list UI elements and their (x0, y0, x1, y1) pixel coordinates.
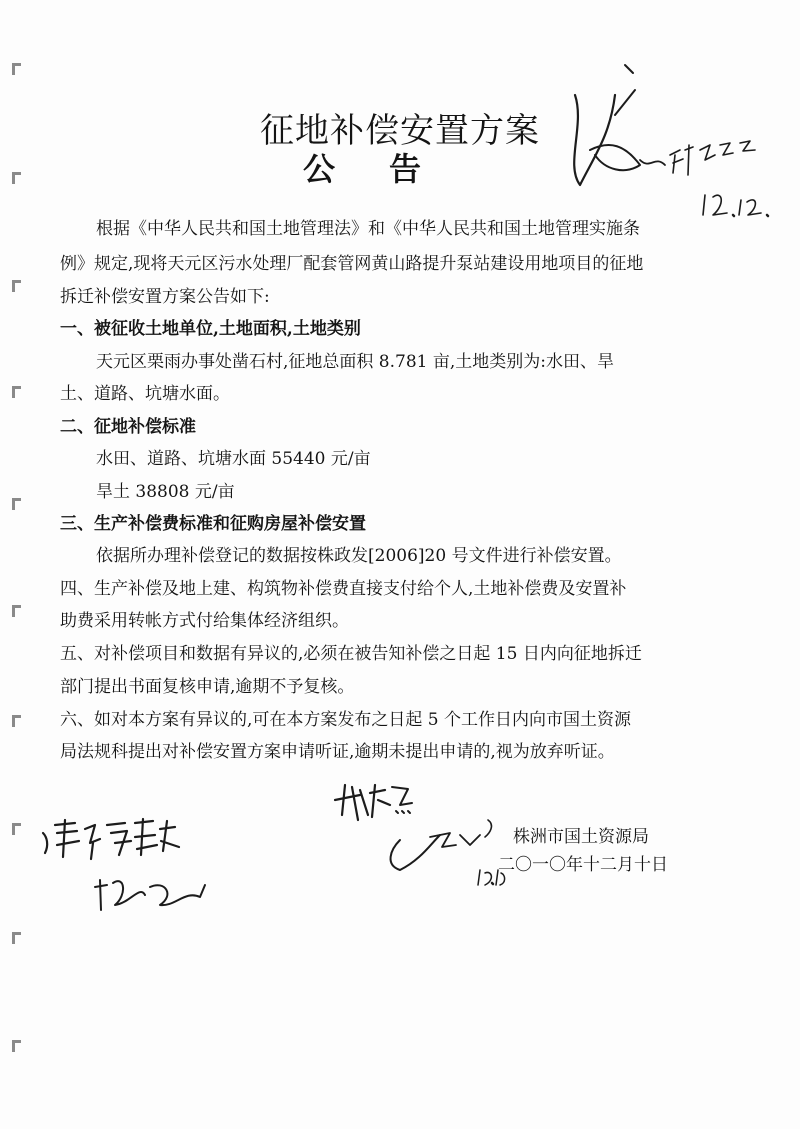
section-text: 五、对补偿项目和数据有异议的,必须在被告知补偿之日起 15 日内向征地拆迁 (60, 644, 642, 664)
binding-mark (12, 386, 21, 398)
handwritten-signature (330, 775, 510, 890)
section-text: 部门提出书面复核申请,逾期不予复核。 (60, 677, 355, 697)
document-title: 征地补偿安置方案 (260, 111, 540, 151)
binding-mark (12, 280, 21, 292)
binding-mark (12, 498, 21, 510)
section-text: 旱土 38808 元/亩 (96, 482, 235, 502)
section-text: 天元区栗雨办事处凿石村,征地总面积 8.781 亩,土地类别为:水田、旱 (96, 352, 615, 372)
binding-mark (12, 932, 21, 944)
binding-mark (12, 63, 21, 75)
issue-date: 二〇一〇年十二月十日 (498, 855, 668, 875)
binding-mark (12, 1040, 21, 1052)
section-text: 四、生产补偿及地上建、构筑物补偿费直接支付给个人,土地补偿费及安置补 (60, 579, 627, 599)
section-text: 局法规科提出对补偿安置方案申请听证,逾期未提出申请的,视为放弃听证。 (60, 742, 615, 762)
document-subtitle: 公告 (302, 150, 475, 188)
section-text: 水田、道路、坑塘水面 55440 元/亩 (96, 449, 371, 469)
section-heading: 一、被征收土地单位,土地面积,土地类别 (60, 319, 361, 339)
binding-mark (12, 715, 21, 727)
issuer-name: 株洲市国土资源局 (513, 827, 649, 847)
section-heading: 三、生产补偿费标准和征购房屋补偿安置 (60, 514, 366, 534)
section-text: 依据所办理补偿登记的数据按株政发[2006]20 号文件进行补偿安置。 (96, 546, 622, 566)
intro-line: 拆迁补偿安置方案公告如下: (60, 287, 270, 307)
section-text: 助费采用转帐方式付给集体经济组织。 (60, 611, 349, 631)
intro-line: 根据《中华人民共和国土地管理法》和《中华人民共和国土地管理实施条 (96, 219, 640, 239)
handwritten-review-note (35, 815, 225, 935)
section-text: 六、如对本方案有异议的,可在本方案发布之日起 5 个工作日内向市国土资源 (60, 710, 632, 730)
intro-line: 例》规定,现将天元区污水处理厂配套管网黄山路提升泵站建设用地项目的征地 (60, 254, 644, 274)
section-heading: 二、征地补偿标准 (60, 417, 196, 437)
section-text: 土、道路、坑塘水面。 (60, 384, 230, 404)
handwritten-approval-note (555, 55, 785, 225)
binding-mark (12, 605, 21, 617)
binding-mark (12, 823, 21, 835)
